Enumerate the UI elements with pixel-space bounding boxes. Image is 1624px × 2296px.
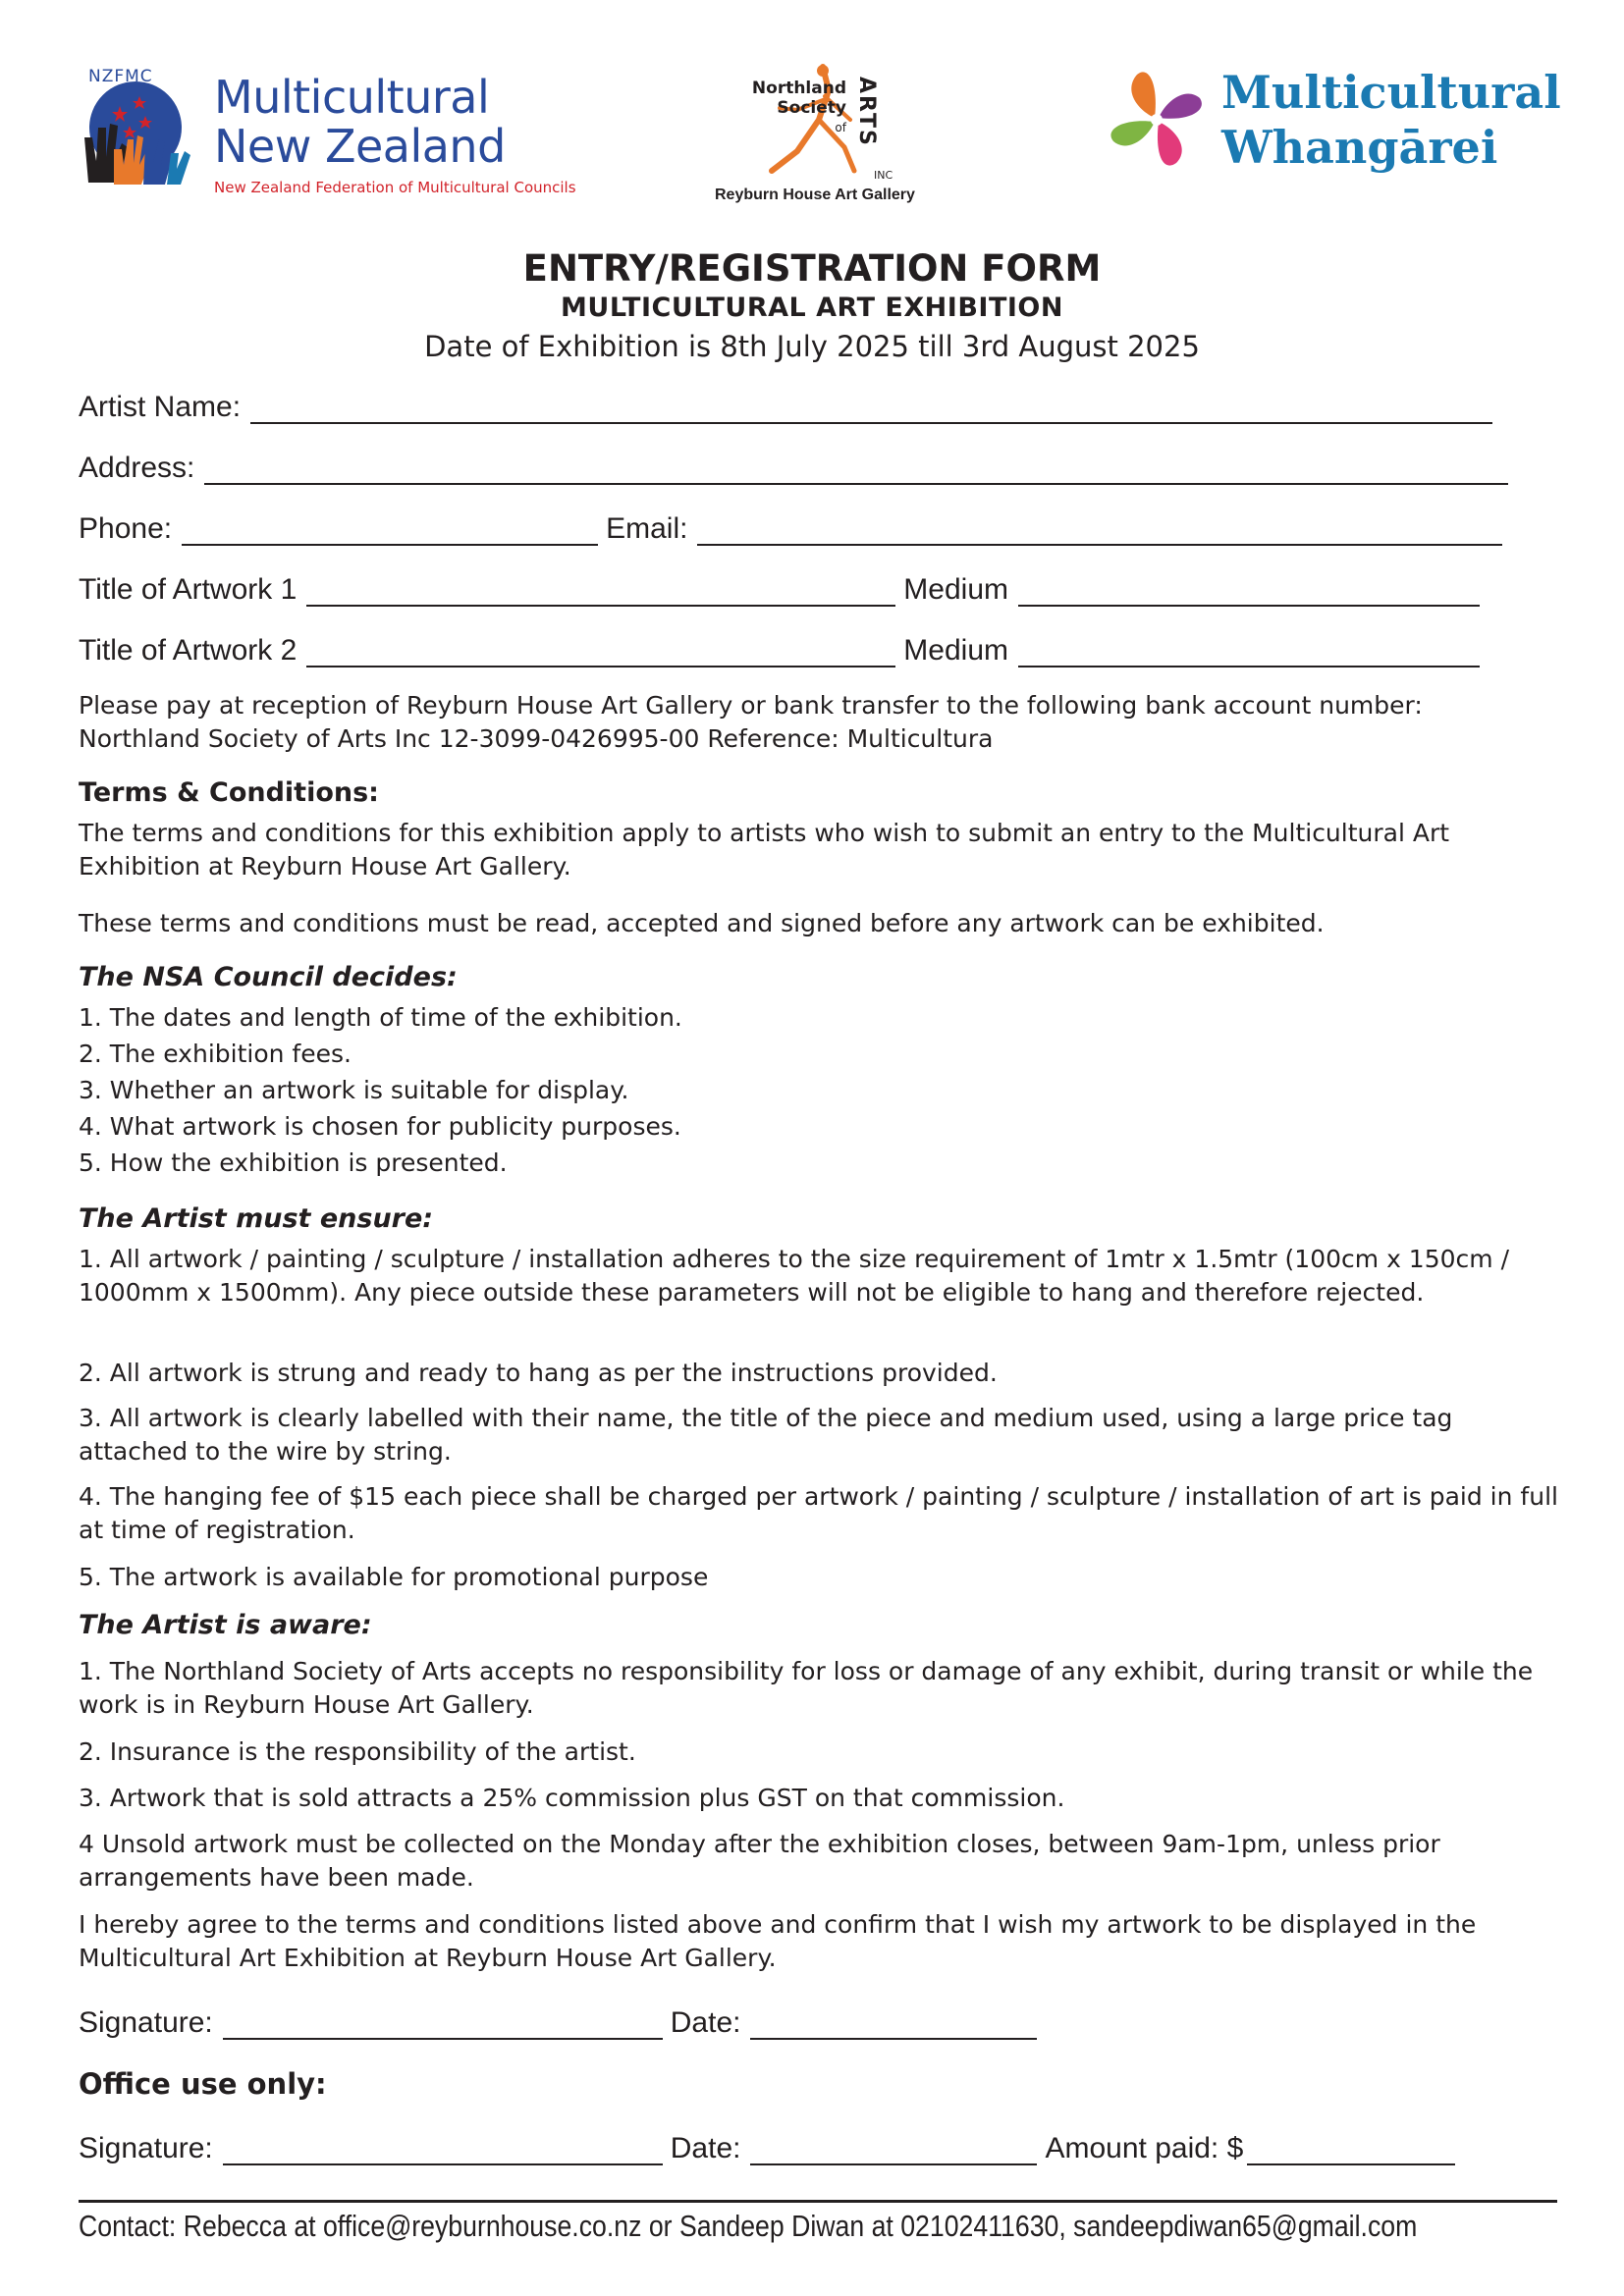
date-field[interactable] bbox=[750, 2008, 1037, 2040]
mw-title-line1: Multicultural bbox=[1221, 66, 1561, 119]
phone-email-row bbox=[79, 507, 1502, 546]
mw-title bbox=[1221, 65, 1561, 175]
date-label: Date: bbox=[670, 2006, 741, 2039]
council-item: 4. What artwork is chosen for publicity purposes. bbox=[79, 1112, 681, 1141]
nzfmc-title-line1: Multicultural bbox=[214, 71, 490, 124]
footer-rule bbox=[79, 2200, 1557, 2203]
payment-line2: Northland Society of Arts Inc 12-3099-0426995-00 Reference: Multicultura bbox=[79, 724, 994, 753]
signature-row bbox=[79, 2001, 1037, 2040]
nzfmc-subtitle: New Zealand Federation of Multicultural Councils bbox=[214, 179, 576, 196]
office-date-field[interactable] bbox=[750, 2134, 1037, 2165]
nsa-arts-text: ARTS bbox=[854, 77, 879, 147]
email-label: Email: bbox=[606, 512, 688, 545]
address-row bbox=[79, 446, 1508, 485]
signature-field[interactable] bbox=[223, 2008, 663, 2040]
office-signature-row bbox=[79, 2126, 1455, 2165]
aware-item: 2. Insurance is the responsibility of the artist. bbox=[79, 1737, 636, 1766]
artwork-1-title-field[interactable] bbox=[306, 575, 895, 607]
address-field[interactable] bbox=[204, 454, 1508, 485]
nsa-gallery-text: Reyburn House Art Gallery bbox=[715, 187, 915, 203]
council-item: 2. The exhibition fees. bbox=[79, 1040, 352, 1068]
nsa-line1: Northland bbox=[751, 79, 846, 98]
phone-label: Phone: bbox=[79, 512, 173, 545]
multicultural-whangarei-logo bbox=[1098, 61, 1569, 188]
mw-flower-icon bbox=[1098, 61, 1216, 179]
terms-heading: Terms & Conditions: bbox=[79, 777, 379, 808]
multicultural-new-zealand-logo bbox=[75, 67, 576, 204]
artist-name-row bbox=[79, 385, 1492, 424]
ensure-heading: The Artist must ensure: bbox=[79, 1203, 434, 1234]
artwork-2-medium-field[interactable] bbox=[1018, 636, 1480, 667]
council-item: 1. The dates and length of time of the exhibition. bbox=[79, 1003, 682, 1032]
nzfmc-title-line2: New Zealand bbox=[214, 120, 506, 173]
mw-title-line2: Whangārei bbox=[1221, 121, 1498, 174]
artwork-2-row bbox=[79, 628, 1480, 667]
artwork-1-medium-field[interactable] bbox=[1018, 575, 1480, 607]
address-label: Address: bbox=[79, 452, 195, 484]
council-heading: The NSA Council decides: bbox=[79, 962, 458, 992]
nsa-wordmark bbox=[748, 79, 846, 137]
email-field[interactable] bbox=[697, 514, 1502, 546]
exhibition-dates: Date of Exhibition is 8th July 2025 till 3rd August 2025 bbox=[424, 330, 1200, 363]
artist-name-label: Artist Name: bbox=[79, 391, 242, 423]
aware-item: 1. The Northland Society of Arts accepts no responsibility for loss or damage of any exhibit, during transit or while the work is in Reyburn House Art Gallery. bbox=[79, 1657, 1534, 1719]
council-item: 5. How the exhibition is presented. bbox=[79, 1148, 508, 1177]
office-use-heading: Office use only: bbox=[79, 2067, 327, 2101]
ensure-item: 2. All artwork is strung and ready to hang as per the instructions provided. bbox=[79, 1359, 998, 1387]
aware-heading: The Artist is aware: bbox=[79, 1610, 372, 1640]
terms-must-read: These terms and conditions must be read, accepted and signed before any artwork can be exhibited. bbox=[79, 909, 1325, 937]
council-item: 3. Whether an artwork is suitable for display. bbox=[79, 1076, 629, 1104]
ensure-item: 4. The hanging fee of $15 each piece shall be charged per artwork / painting / sculpture / installation of art is paid in full at time of registration. bbox=[79, 1482, 1558, 1544]
artwork-2-medium-label: Medium bbox=[903, 634, 1008, 667]
nsa-line3: of bbox=[835, 121, 846, 134]
agreement-text: I hereby agree to the terms and conditions listed above and confirm that I wish my artwork to be displayed in the Multicultural Art Exhibition at Reyburn House Art Gallery. bbox=[79, 1910, 1477, 1972]
office-date-label: Date: bbox=[670, 2132, 741, 2164]
amount-paid-field[interactable] bbox=[1247, 2134, 1455, 2165]
contact-info: Contact: Rebecca at office@reyburnhouse.co.nz or Sandeep Diwan at 02102411630, sandeepdiwan65@gmail.com bbox=[79, 2209, 1418, 2243]
terms-intro: The terms and conditions for this exhibition apply to artists who wish to submit an entry to the Multicultural Art Exhibition at Reyburn House Art Gallery. bbox=[79, 819, 1450, 881]
nzfmc-globe-hands-icon bbox=[75, 67, 212, 204]
aware-item: 4 Unsold artwork must be collected on the Monday after the exhibition closes, between 9am-1pm, unless prior arrangements have been made. bbox=[79, 1830, 1440, 1892]
nsa-line2: Society bbox=[777, 98, 846, 118]
artwork-2-title-label: Title of Artwork 2 bbox=[79, 634, 298, 667]
artist-name-field[interactable] bbox=[250, 393, 1492, 424]
ensure-item: 5. The artwork is available for promotional purpose bbox=[79, 1563, 709, 1591]
signature-label: Signature: bbox=[79, 2006, 213, 2039]
artwork-1-medium-label: Medium bbox=[903, 573, 1008, 606]
nzfmc-title bbox=[214, 73, 506, 171]
office-signature-field[interactable] bbox=[223, 2134, 663, 2165]
form-subtitle: MULTICULTURAL ART EXHIBITION bbox=[561, 293, 1063, 323]
payment-line1: Please pay at reception of Reyburn House Art Gallery or bank transfer to the following bank account number: bbox=[79, 691, 1423, 720]
phone-field[interactable] bbox=[182, 514, 598, 546]
aware-item: 3. Artwork that is sold attracts a 25% commission plus GST on that commission. bbox=[79, 1784, 1065, 1812]
northland-society-of-arts-logo bbox=[707, 61, 933, 208]
ensure-item: 3. All artwork is clearly labelled with their name, the title of the piece and medium used, using a large price tag attached to the wire by string. bbox=[79, 1404, 1453, 1466]
form-title: ENTRY/REGISTRATION FORM bbox=[522, 247, 1102, 290]
nzfmc-arc-text: NZFMC bbox=[88, 67, 153, 86]
ensure-item: 1. All artwork / painting / sculpture / installation adheres to the size requirement of 1mtr x 1.5mtr (100cm x 150cm / 1000mm x 1500mm). Any piece outside these parameters will not be eligible to hang and therefore rejected. bbox=[79, 1245, 1509, 1307]
artwork-2-title-field[interactable] bbox=[306, 636, 895, 667]
artwork-1-title-label: Title of Artwork 1 bbox=[79, 573, 298, 606]
nsa-inc-text: INC bbox=[874, 169, 893, 182]
office-signature-label: Signature: bbox=[79, 2132, 213, 2164]
artwork-1-row bbox=[79, 567, 1480, 607]
payment-instructions bbox=[79, 689, 1561, 756]
amount-paid-label: Amount paid: $ bbox=[1045, 2132, 1244, 2164]
